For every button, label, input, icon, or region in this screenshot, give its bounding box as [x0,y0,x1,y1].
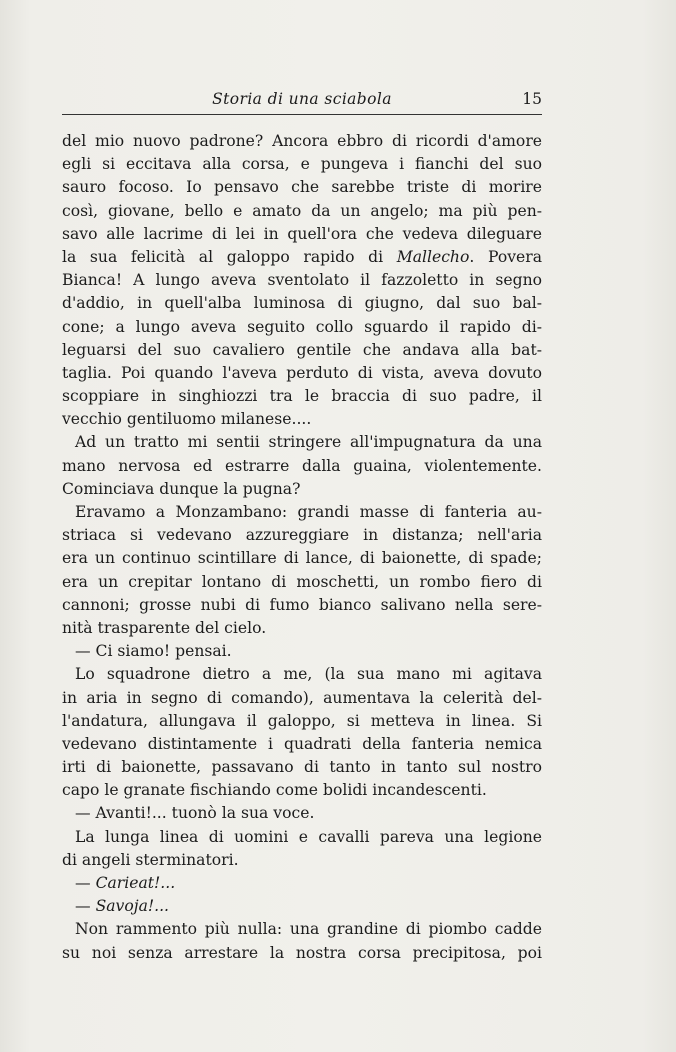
text-line: Lo squadrone dietro a me, (la sua mano mi agitava [75,665,542,684]
text-line: — Carieat!... [75,874,176,892]
italic-word: Carieat!... [95,874,176,892]
text-line: d'addio, in quell'alba luminosa di giugno, dal suo bal- [62,294,542,313]
text-line: scoppiare in singhiozzi tra le braccia di suo padre, il [62,387,542,406]
text-line: cannoni; grosse nubi di fumo bianco salivano nella sere- [62,595,542,614]
running-head [62,84,542,115]
text-line: Non rammento più nulla: una grandine di piombo cadde [75,920,542,939]
text-line: capo le granate fischiando come bolidi incandescenti. [62,781,487,800]
text-line: cone; a lungo aveva seguito collo sguardo il rapido di- [62,317,542,336]
body-text [62,130,542,965]
text-line: egli si eccitava alla corsa, e pungeva i fianchi del suo [62,155,542,174]
text-line: così, giovane, bello e amato da un angelo; ma più pen- [62,201,542,220]
text-line: Ad un tratto mi sentii stringere all'impugnatura da una [75,433,542,452]
text-line: nità trasparente del cielo. [62,618,267,637]
text-line: l'andatura, allungava il galoppo, si metteva in linea. Si [62,711,542,730]
running-title: Storia di una sciabola [212,90,392,108]
page-number: 15 [522,90,542,108]
text-line: La lunga linea di uomini e cavalli pareva una legione [75,827,542,846]
text-line: — Avanti!... tuonò la sua voce. [75,804,315,823]
text-line: su noi senza arrestare la nostra corsa precipitosa, poi [62,943,542,962]
text-line: striaca si vedevano azzureggiare in distanza; nell'aria [62,526,542,545]
text-line: irti di baionette, passavano di tanto in tanto sul nostro [62,758,542,777]
text-line: sauro focoso. Io pensavo che sarebbe triste di morire [62,178,542,197]
text-line: in aria in segno di comando), aumentava la celerità del- [62,688,542,707]
text-line: mano nervosa ed estrarre dalla guaina, violentemente. [62,456,542,475]
italic-word: Mallecho [396,247,470,266]
text-line: — Savoja!... [75,897,170,916]
text-line: leguarsi del suo cavaliero gentile che andava alla bat- [62,340,542,359]
text-line: — Ci siamo! pensai. [75,642,232,661]
text-line: la sua felicità al galoppo rapido di Mallecho. Povera [62,247,543,266]
italic-word: Savoja!... [95,897,170,916]
text-line: Bianca! A lungo aveva sventolato il fazzoletto in segno [62,271,542,290]
text-line: vecchio gentiluomo milanese.... [62,410,312,429]
text-line: di angeli sterminatori. [62,850,239,869]
text-line: Cominciava dunque la pugna? [62,479,301,498]
text-line: del mio nuovo padrone? Ancora ebbro di ricordi d'amore [62,132,542,150]
text-line: Eravamo a Monzambano: grandi masse di fanteria au- [75,503,542,521]
text-line: era un crepitar lontano di moschetti, un rombo fiero di [62,572,542,591]
text-line: vedevano distintamente i quadrati della fanteria nemica [62,734,542,753]
text-line: taglia. Poi quando l'aveva perduto di vista, aveva dovuto [62,363,542,382]
text-line: savo alle lacrime di lei in quell'ora che vedeva dileguare [62,224,542,243]
text-line: era un continuo scintillare di lance, di baionette, di spade; [62,549,542,568]
